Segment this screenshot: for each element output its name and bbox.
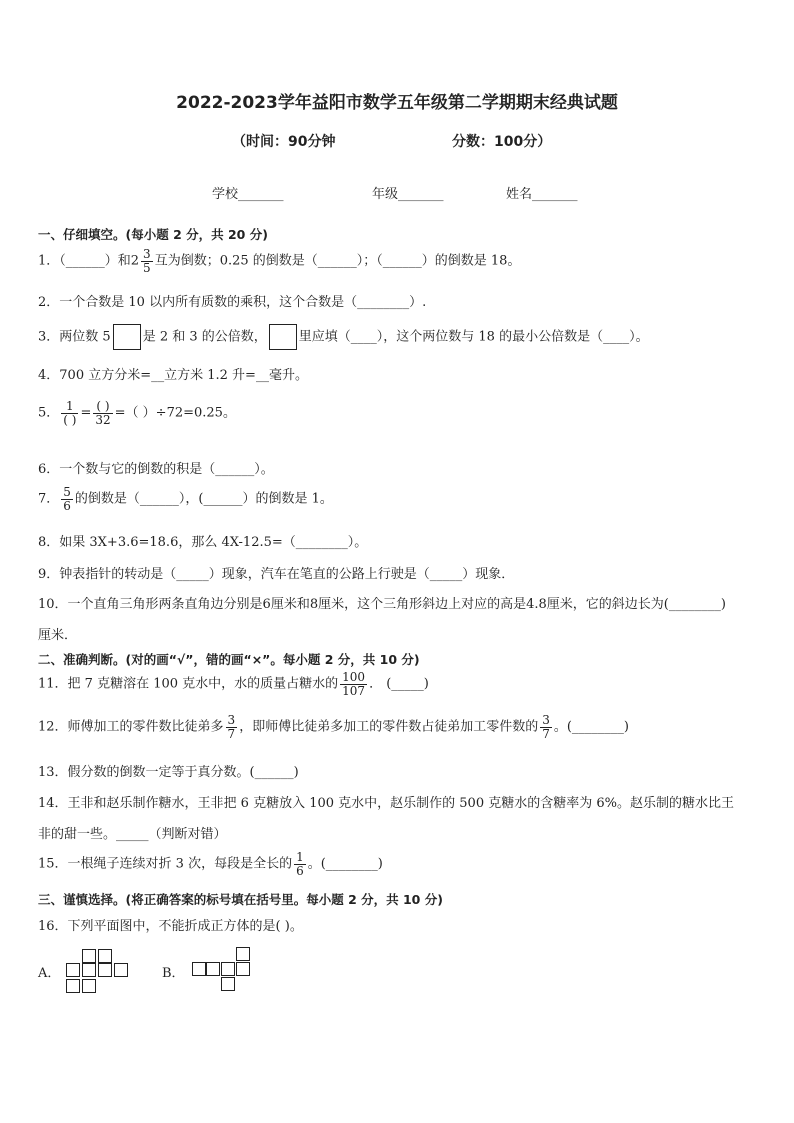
- question-2: 2．一个合数是 10 以内所有质数的乘积，这个合数是（________）.: [38, 295, 427, 310]
- blank-box: [269, 324, 297, 350]
- option-b-label: B．: [162, 966, 185, 981]
- question-6: 6．一个数与它的倒数的积是（______）。: [38, 462, 274, 477]
- question-13: 13．假分数的倒数一定等于真分数。(______): [38, 765, 299, 780]
- question-10: 10．一个直角三角形两条直角边分别是6厘米和8厘米，这个三角形斜边上对应的高是4.8厘米，它的斜边长为(________): [38, 597, 726, 612]
- blank-box: [113, 324, 141, 350]
- exam-time: （时间：90分钟: [232, 134, 336, 150]
- question-9: 9．钟表指针的转动是（_____）现象，汽车在笔直的公路上行驶是（_____）现象．: [38, 567, 515, 582]
- section-2-heading: 二、准确判断。(对的画“√”，错的画“×”。每小题 2 分，共 10 分): [38, 652, 420, 667]
- question-8: 8．如果 3X+3.6=18.6，那么 4X-12.5=（________）。: [38, 535, 368, 550]
- question-14-cont: 非的甜一些。_____（判断对错）: [38, 827, 227, 842]
- question-11: 11．把 7 克糖溶在 100 克水中，水的质量占糖水的 $\frac{100}{107}$ ． (_____): [38, 670, 429, 698]
- section-3-heading: 三、谨慎选择。(将正确答案的标号填在括号里。每小题 2 分，共 10 分): [38, 892, 443, 907]
- question-1: 1．（______）和2 $\frac{3}{5}$ 互为倒数；0.25 的倒数是（______）；（______）的倒数是 18。: [38, 247, 521, 275]
- page-title: 2022-2023学年益阳市数学五年级第二学期期末经典试题: [176, 93, 618, 113]
- school-field: 学校_______: [212, 187, 284, 202]
- question-5: 5． $\frac{1}{( )}$ = $\frac{( )}{32}$ =（ ）÷72=0.25。: [38, 399, 236, 427]
- question-14: 14．王非和赵乐制作糖水，王非把 6 克糖放入 100 克水中，赵乐制作的 500 克糖水的含糖率为 6%。赵乐制的糖水比王: [38, 796, 734, 811]
- question-7: 7． $\frac{5}{6}$ 的倒数是（______），(______）的倒数是 1。: [38, 485, 333, 513]
- section-1-heading: 一、仔细填空。(每小题 2 分，共 20 分): [38, 227, 268, 242]
- question-15: 15．一根绳子连续对折 3 次，每段是全长的 $\frac{1}{6}$ 。(________): [38, 850, 383, 878]
- option-a-label: A．: [38, 966, 61, 981]
- question-10-cont: 厘米．: [38, 628, 78, 643]
- question-4: 4．700 立方分米=__立方米 1.2 升=__毫升。: [38, 368, 308, 383]
- mixed-fraction: $\frac{3}{5}$: [143, 247, 151, 275]
- question-3: 3．两位数 5 是 2 和 3 的公倍数， 里应填（____），这个两位数与 18 的最小公倍数是（____）。: [38, 324, 649, 350]
- question-16: 16．下列平面图中，不能折成正方体的是( )。: [38, 919, 303, 934]
- name-field: 姓名_______: [506, 187, 578, 202]
- question-12: 12．师傅加工的零件数比徒弟多 $\frac{3}{7}$ ，即师傅比徒弟多加工的零件数占徒弟加工零件数的 $\frac{3}{7}$ 。(________): [38, 713, 629, 741]
- grade-field: 年级_______: [372, 187, 444, 202]
- exam-score: 分数：100分）: [452, 134, 552, 150]
